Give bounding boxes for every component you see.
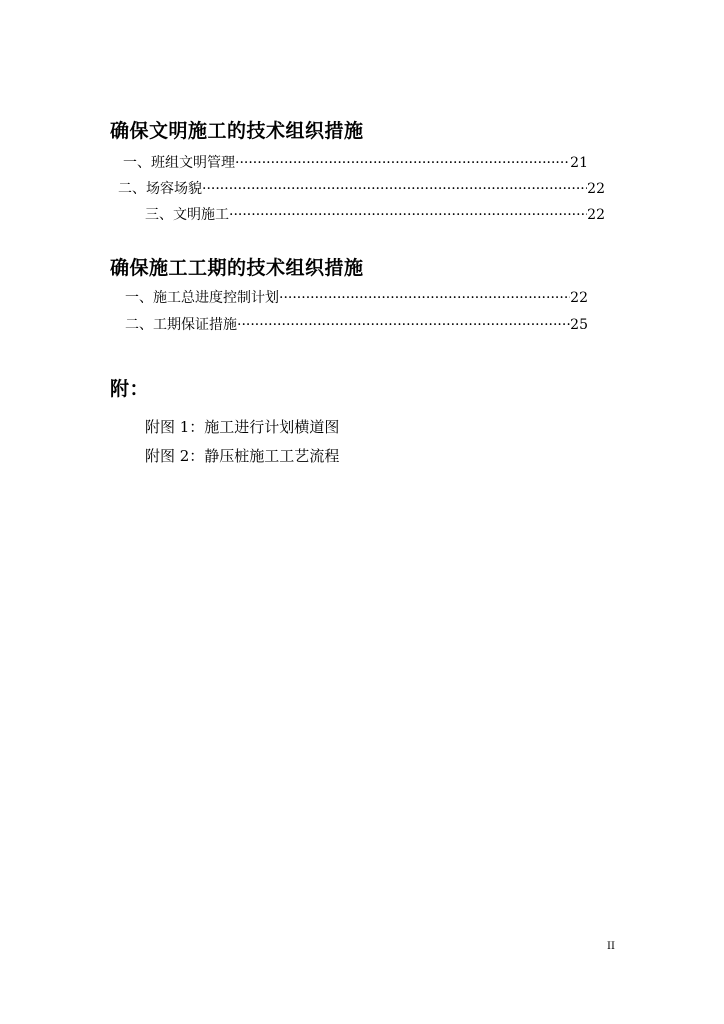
- appendix-item-pile-process-flow: 附图 2：静压桩施工工艺流程: [145, 447, 340, 465]
- toc-entry-schedule-guarantee[interactable]: [125, 315, 588, 335]
- toc-leader-dots: [279, 288, 570, 308]
- toc-entry-team-management[interactable]: [123, 153, 588, 173]
- section-heading-construction-schedule: 确保施工工期的技术组织措施: [110, 257, 364, 279]
- toc-entry-overall-schedule-control[interactable]: [125, 288, 588, 308]
- toc-leader-dots: [229, 205, 587, 225]
- toc-page-number: 21: [570, 155, 588, 171]
- appendix-heading: 附：: [110, 378, 150, 400]
- toc-entry-civilized-construction[interactable]: [145, 205, 605, 225]
- toc-page-number: 22: [587, 207, 605, 223]
- toc-leader-dots: [237, 315, 570, 335]
- toc-leader-dots: [202, 179, 587, 199]
- toc-entry-label: 一、班组文明管理: [123, 155, 235, 171]
- toc-leader-dots: [235, 153, 570, 173]
- toc-page-number: 25: [570, 317, 588, 333]
- page-number: II: [607, 941, 615, 952]
- toc-entry-label: 二、工期保证措施: [125, 317, 237, 333]
- toc-page-number: 22: [587, 181, 605, 197]
- toc-entry-label: 三、文明施工: [145, 207, 229, 223]
- toc-page-number: 22: [570, 290, 588, 306]
- toc-entry-site-appearance[interactable]: [118, 179, 605, 199]
- appendix-item-gantt-chart: 附图 1：施工进行计划横道图: [145, 418, 340, 436]
- toc-entry-label: 一、施工总进度控制计划: [125, 290, 279, 306]
- toc-entry-label: 二、场容场貌: [118, 181, 202, 197]
- section-heading-civilized-construction: 确保文明施工的技术组织措施: [110, 120, 364, 142]
